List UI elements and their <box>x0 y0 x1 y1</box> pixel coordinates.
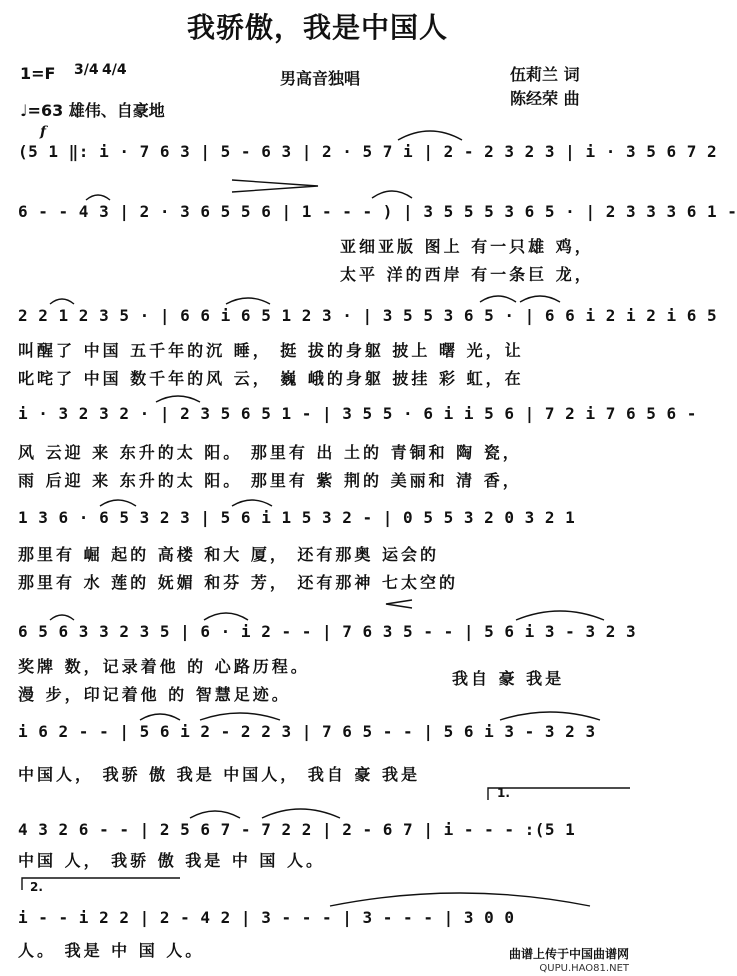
score-row-9-lyric: 人。 我是 中 国 人。 <box>18 941 205 960</box>
slur-mark <box>520 296 560 302</box>
score-row-6-lyric-2: 漫 步，印记着他 的 智慧足迹。 <box>18 685 291 704</box>
slur-mark <box>156 396 200 402</box>
score-row-6-lyric-1: 奖牌 数，记录着他 的 心路历程。 <box>18 657 310 676</box>
slur-mark <box>50 299 74 304</box>
score-row-4-lyric-2: 雨 后迎 来 东升的太 阳。 那里有 紫 荆的 美丽和 清 香， <box>18 471 522 490</box>
score-row-5-lyric-1: 那里有 崛 起的 高楼 和大 厦， 还有那奥 运会的 <box>18 545 439 564</box>
crescendo-mark <box>232 180 318 192</box>
score-row-4-lyric-1: 风 云迎 来 东升的太 阳。 那里有 出 土的 青铜和 陶 瓷， <box>18 443 522 462</box>
slur-mark <box>86 195 110 200</box>
lyricist: 伍莉兰 词 <box>510 65 580 84</box>
slur-mark <box>190 811 240 818</box>
score-row-3-lyric-1: 叫醒了 中国 五千年的沉 睡， 挺 拔的身躯 披上 曙 光，让 <box>18 341 524 360</box>
slur-mark <box>372 191 412 198</box>
score-row-6-notes: 6 5 6 3 3 2 3 5 | 6 · i 2 - - | 7 6 3 5 - - | 5 6 i 3 - 3 2 3 <box>18 622 637 641</box>
composer: 陈经荣 曲 <box>510 89 580 108</box>
performance-type: 男高音独唱 <box>280 69 361 88</box>
score-row-1-notes: (5 1 ‖: i · 7 6 3 | 5 - 6 3 | 2 · 5 7 i | 2 - 2 3 2 3 | i · 3 5 6 7 2 <box>18 142 718 161</box>
score-row-8-lyric: 中国 人， 我骄 傲 我是 中 国 人。 <box>18 851 325 870</box>
slur-mark <box>204 613 248 620</box>
slur-mark <box>500 712 600 720</box>
score-row-5-lyric-2: 那里有 水 莲的 妩媚 和芬 芳， 还有那神 七太空的 <box>18 573 458 592</box>
time-signature-2: 4/4 <box>102 62 127 78</box>
slur-mark <box>140 714 180 720</box>
score-row-8-notes: 4 3 2 6 - - | 2 5 6 7 - 7 2 2 | 2 - 6 7 | i - - - :(5 1 <box>18 820 576 839</box>
slur-mark <box>262 809 340 818</box>
score-row-7-lyric: 中国人， 我骄 傲 我是 中国人， 我自 豪 我是 <box>18 765 420 784</box>
volta-bracket-2 <box>22 878 180 890</box>
volta-first: 1. <box>497 786 510 800</box>
score-row-2-lyric-2: 太平 洋的西岸 有一条巨 龙， <box>340 265 594 284</box>
score-row-5-notes: 1 3 6 · 6 5 3 2 3 | 5 6 i 1 5 3 2 - | 0 5 5 3 2 0 3 2 1 <box>18 508 576 527</box>
dynamic-marking: f <box>40 124 47 140</box>
decrescendo-mark <box>386 600 412 608</box>
slur-mark <box>100 500 136 506</box>
volta-second: 2. <box>30 880 43 894</box>
score-row-3-notes: 2 2 1 2 3 5 · | 6 6 i 6 5 1 2 3 · | 3 5 5 3 6 5 · | 6 6 i 2 i 2 i 6 5 <box>18 306 718 325</box>
slur-mark <box>398 131 462 140</box>
slur-mark <box>50 615 74 620</box>
score-row-7-notes: i 6 2 - - | 5 6 i 2 - 2 2 3 | 7 6 5 - - | 5 6 i 3 - 3 2 3 <box>18 722 596 741</box>
slur-mark <box>232 500 272 506</box>
score-row-6-side-lyric: 我自 豪 我是 <box>452 669 565 688</box>
slur-mark <box>330 893 590 906</box>
score-row-9-notes: i - - i 2 2 | 2 - 4 2 | 3 - - - | 3 - - - | 3 0 0 <box>18 908 515 927</box>
slur-mark <box>226 298 270 304</box>
page-title: 我骄傲，我是中国人 <box>186 11 448 44</box>
score-row-3-lyric-2: 叱咤了 中国 数千年的风 云， 巍 峨的身躯 披挂 彩 虹，在 <box>18 369 524 388</box>
score-row-2-lyric-1: 亚细亚版 图上 有一只雄 鸡， <box>340 237 594 256</box>
watermark-url: QUPU.HAO81.NET <box>539 963 629 974</box>
time-signature-1: 3/4 <box>74 62 99 78</box>
score-row-4-notes: i · 3 2 3 2 · | 2 3 5 6 5 1 - | 3 5 5 · 6 i i 5 6 | 7 2 i 7 6 5 6 - <box>18 404 697 423</box>
tempo-marking: ♩=63 雄伟、自豪地 <box>20 101 165 120</box>
slur-mark <box>200 713 280 720</box>
watermark-site: 曲谱上传于中国曲谱网 <box>508 947 629 961</box>
slur-mark <box>480 296 516 302</box>
key-signature: 1=F <box>20 64 56 83</box>
score-row-2-notes: 6 - - 4 3 | 2 · 3 6 5 5 6 | 1 - - - ) | 3 5 5 5 3 6 5 · | 2 3 3 3 6 1 - <box>18 202 737 221</box>
slur-mark <box>516 611 604 620</box>
